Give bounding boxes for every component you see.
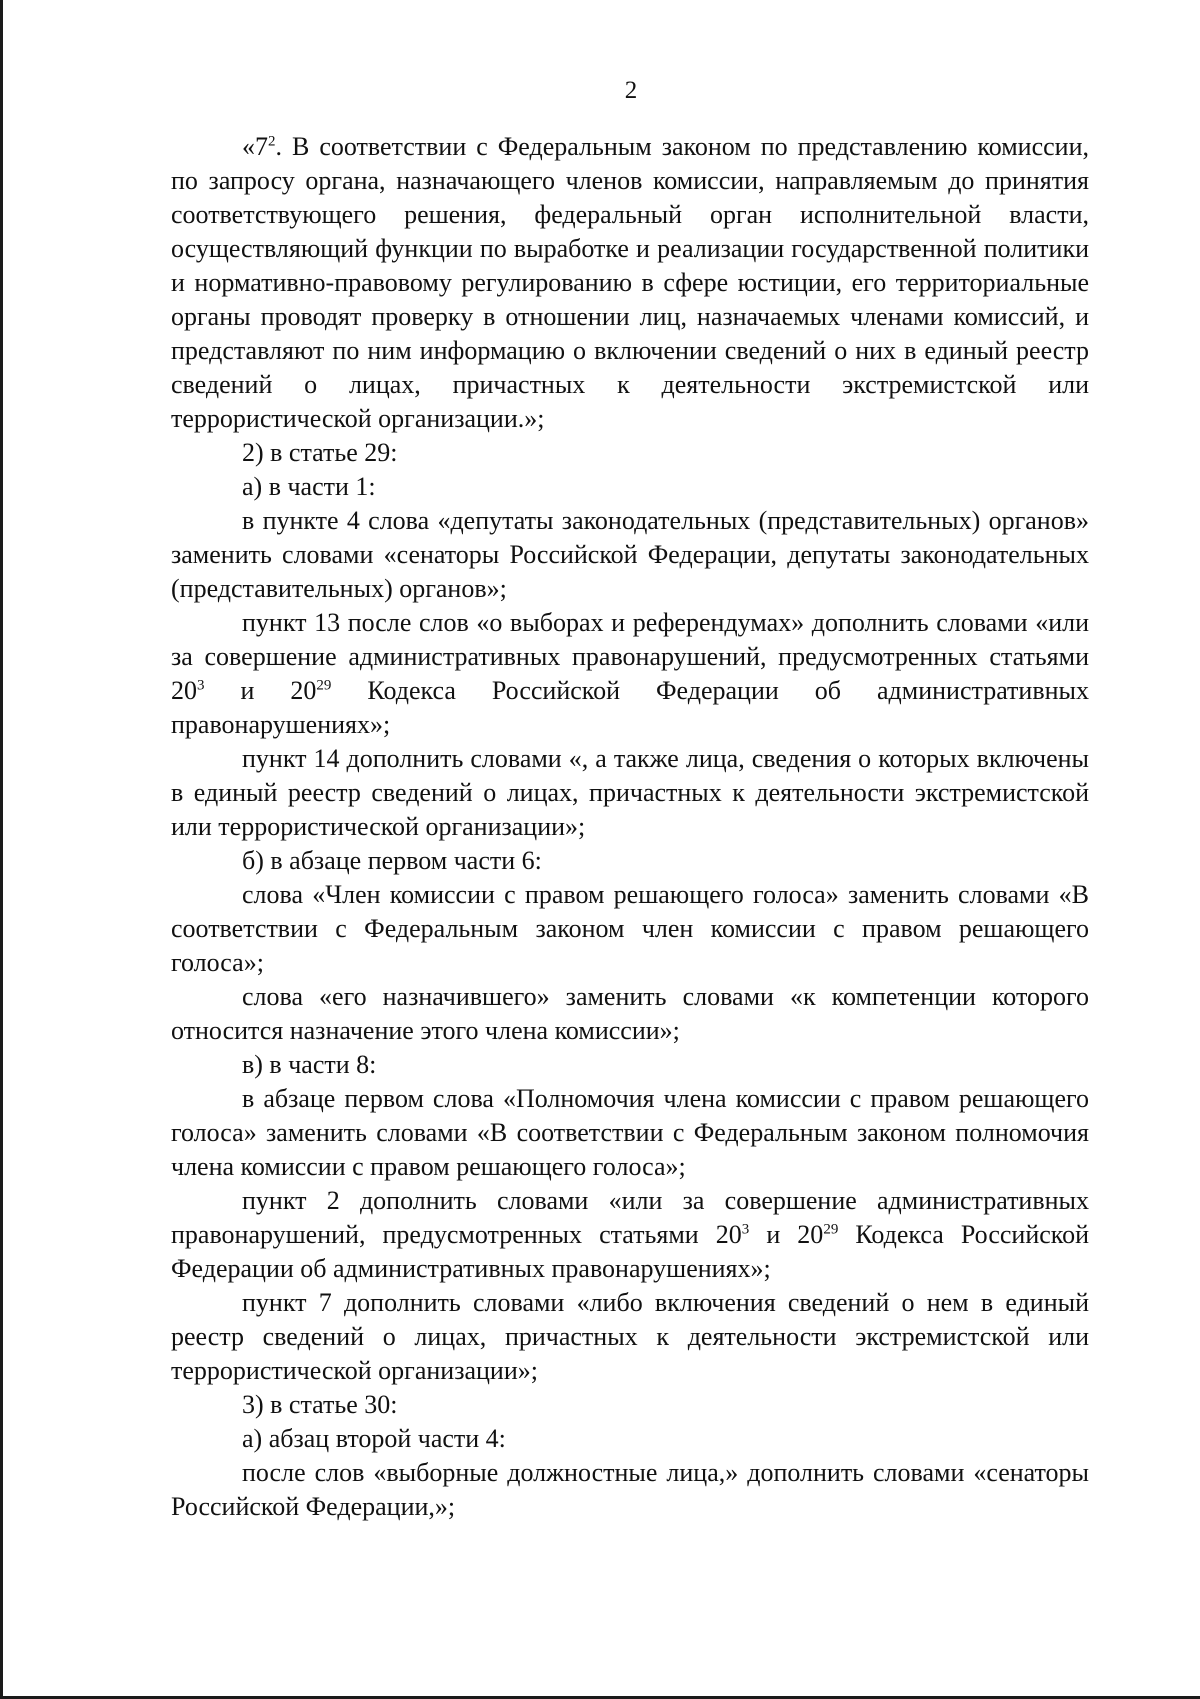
paragraph-11: в абзаце первом слова «Полномочия члена комиссии с правом решающего голоса» заменить словами «В соответствии с Федеральным законом полномочия члена комиссии с правом решающего голоса»; bbox=[171, 1084, 1089, 1181]
paragraph-4: в пункте 4 слова «депутаты законодательных (представительных) органов» заменить словами «сенаторы Российской Федерации, депутаты законодательных (представительных) органов»; bbox=[171, 506, 1089, 603]
paragraph-3: а) в части 1: bbox=[242, 472, 376, 501]
paragraph-text: «7 bbox=[242, 132, 268, 161]
paragraph-text: . В соответствии с Федеральным законом по представлению комиссии, по запросу органа, назначающего членов комиссии, направляемым до принятия соответствующего решения, федеральный орган исполнительной власти, осуществляющий функции по выработке и реализации государственной политики и нормативно-правовому регулированию в сфере юстиции, его территориальные органы проводят проверку в отношении лиц, назначаемых членами комиссий, и представляют по ним информацию о включении сведений о них в единый реестр сведений о лицах, причастных к деятельности экстремистской или террористической организации.»; bbox=[171, 132, 1089, 433]
scan-left-edge bbox=[0, 0, 3, 1699]
paragraph-16: после слов «выборные должностные лица,» дополнить словами «сенаторы Российской Федерации,»; bbox=[171, 1458, 1089, 1521]
paragraph-5 bbox=[171, 606, 1089, 742]
paragraph-8: слова «Член комиссии с правом решающего голоса» заменить словами «В соответствии с Федеральным законом член комиссии с правом решающего голоса»; bbox=[171, 880, 1089, 977]
paragraph-13: пункт 7 дополнить словами «либо включения сведений о нем в единый реестр сведений о лицах, причастных к деятельности экстремистской или террористической организации»; bbox=[171, 1288, 1089, 1385]
superscript: 2 bbox=[268, 133, 276, 150]
superscript: 29 bbox=[823, 1221, 839, 1238]
paragraph-text: и 20 bbox=[204, 676, 317, 705]
paragraph-2: 2) в статье 29: bbox=[242, 438, 398, 467]
document-body bbox=[171, 130, 1089, 1524]
paragraph-text: пункт 13 после слов «о выборах и референдумах» дополнить словами «или за совершение административных правонарушений, предусмотренных статьями 20 bbox=[171, 608, 1089, 705]
paragraph-text: Кодекса Российской Федерации об административных правонарушениях»; bbox=[171, 676, 1089, 739]
paragraph-14: 3) в статье 30: bbox=[242, 1390, 398, 1419]
paragraph-9: слова «его назначившего» заменить словами «к компетенции которого относится назначение этого члена комиссии»; bbox=[171, 982, 1089, 1045]
superscript: 3 bbox=[741, 1221, 750, 1238]
paragraph-1 bbox=[171, 130, 1089, 436]
superscript: 3 bbox=[197, 677, 205, 694]
page-number: 2 bbox=[624, 77, 638, 104]
paragraph-text: Кодекса Российской Федерации об административных правонарушениях»; bbox=[171, 1220, 1090, 1283]
paragraph-7: б) в абзаце первом части 6: bbox=[242, 846, 542, 875]
paragraph-15: а) абзац второй части 4: bbox=[242, 1424, 506, 1453]
superscript: 29 bbox=[316, 677, 332, 694]
paragraph-6: пункт 14 дополнить словами «, а также лица, сведения о которых включены в единый реестр сведений о лицах, причастных к деятельности экстремистской или террористической организации»; bbox=[171, 744, 1089, 841]
paragraph-text: пункт 2 дополнить словами «или за совершение административных правонарушений, предусмотренных статьями 20 bbox=[171, 1186, 1089, 1249]
paragraph-10: в) в части 8: bbox=[242, 1050, 377, 1079]
paragraph-text: и 20 bbox=[749, 1220, 824, 1249]
paragraph-12 bbox=[171, 1184, 1089, 1286]
